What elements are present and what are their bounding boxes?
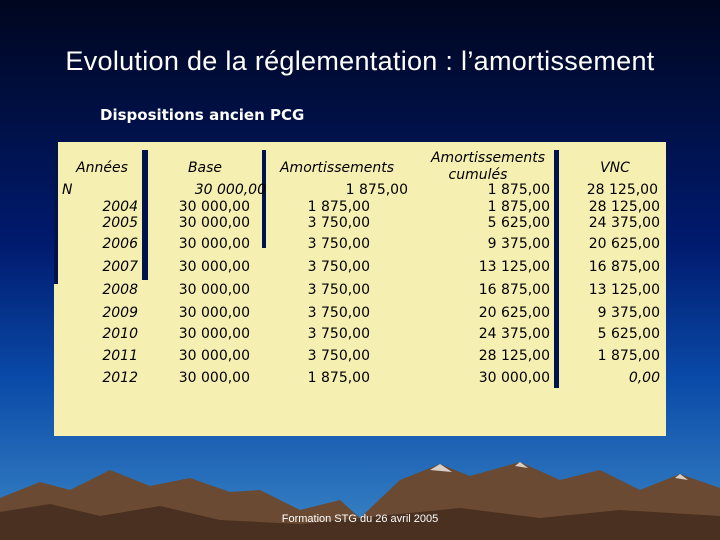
table-cell-cum: 1 875,00 [487, 199, 550, 215]
table-cell-cum: 5 625,00 [487, 215, 550, 231]
table-cell-cum: 30 000,00 [478, 370, 550, 386]
table-cell-amort: 3 750,00 [307, 348, 370, 364]
table-cell-cum: 13 125,00 [478, 259, 550, 275]
table-cell-vnc: 28 125,00 [588, 199, 660, 215]
table-cell-amort: 3 750,00 [307, 326, 370, 342]
table-cell-vnc: 9 375,00 [597, 305, 660, 321]
header-amort-cumules-line2: cumulés [448, 167, 508, 183]
table-cell-vnc: 5 625,00 [597, 326, 660, 342]
column-gap [54, 142, 58, 284]
table-cell-amort: 3 750,00 [307, 259, 370, 275]
table-cell-base: 30 000,00 [178, 282, 250, 298]
table-cell-amort: 1 875,00 [307, 370, 370, 386]
table-cell-annee: 2004 [102, 199, 138, 215]
table-cell-base: 30 000,00 [178, 348, 250, 364]
table-cell-base: 30 000,00 [178, 305, 250, 321]
footer-text: Formation STG du 26 avril 2005 [281, 513, 439, 525]
column-gap [554, 150, 559, 388]
table-cell-vnc: 13 125,00 [588, 282, 660, 298]
table-cell-amort: 3 750,00 [307, 236, 370, 252]
header-annees: Années [76, 160, 128, 176]
column-gap [262, 150, 266, 248]
table-row-n-vnc: 28 125,00 [586, 182, 658, 198]
table-cell-cum: 24 375,00 [478, 326, 550, 342]
table-cell-cum: 20 625,00 [478, 305, 550, 321]
table-cell-base: 30 000,00 [178, 215, 250, 231]
table-cell-annee: 2010 [102, 326, 138, 342]
table-cell-amort: 1 875,00 [307, 199, 370, 215]
n-label: N [62, 182, 73, 198]
table-cell-vnc: 1 875,00 [597, 348, 660, 364]
table-cell-amort: 3 750,00 [307, 282, 370, 298]
table-cell-cum: 28 125,00 [478, 348, 550, 364]
slide-subtitle: Dispositions ancien PCG [100, 106, 305, 124]
header-amort-cumules-line1: Amortissements [430, 150, 546, 166]
header-amortissements: Amortissements [279, 160, 395, 176]
table-cell-annee: 2007 [102, 259, 138, 275]
table-cell-amort: 3 750,00 [307, 305, 370, 321]
slide-title: Evolution de la réglementation : l’amortissement [65, 46, 655, 76]
column-gap [142, 150, 148, 280]
table-cell-annee: 2012 [102, 370, 138, 386]
header-vnc: VNC [600, 160, 630, 176]
table-cell-annee: 2005 [102, 215, 138, 231]
table-cell-base: 30 000,00 [178, 199, 250, 215]
table-cell-cum: 16 875,00 [478, 282, 550, 298]
table-cell-vnc: 20 625,00 [588, 236, 660, 252]
table-cell-base: 30 000,00 [178, 236, 250, 252]
table-cell-annee: 2009 [102, 305, 138, 321]
table-row-n-base: 30 000,00 [194, 182, 266, 198]
table-cell-amort: 3 750,00 [307, 215, 370, 231]
table-row-n-amort: 1 875,00 [345, 182, 408, 198]
table-row-n-cum: 1 875,00 [487, 182, 550, 198]
table-cell-annee: 2011 [102, 348, 138, 364]
table-cell-base: 30 000,00 [178, 370, 250, 386]
table-cell-vnc: 0,00 [628, 370, 660, 386]
table-cell-vnc: 16 875,00 [588, 259, 660, 275]
header-base: Base [187, 160, 223, 176]
table-cell-vnc: 24 375,00 [588, 215, 660, 231]
table-cell-base: 30 000,00 [178, 326, 250, 342]
table-cell-base: 30 000,00 [178, 259, 250, 275]
table-cell-annee: 2006 [102, 236, 138, 252]
table-cell-cum: 9 375,00 [487, 236, 550, 252]
table-cell-annee: 2008 [102, 282, 138, 298]
